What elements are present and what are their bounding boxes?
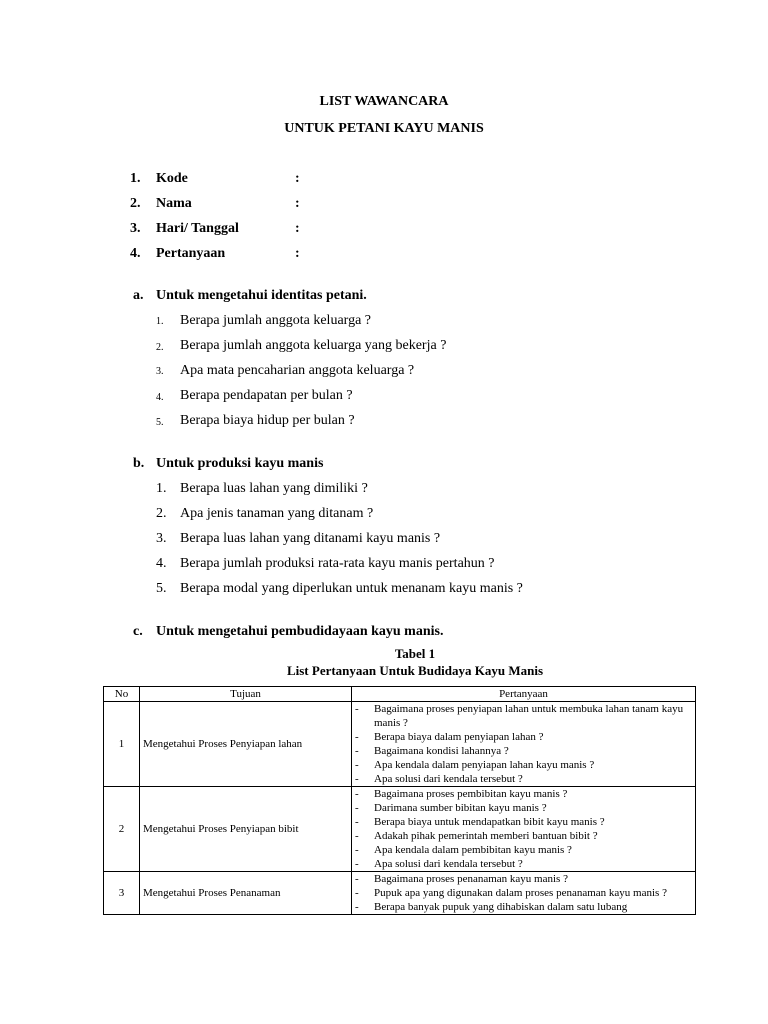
section-letter: b.: [133, 456, 145, 471]
field-label-pertanyaan: Pertanyaan: [156, 246, 226, 261]
question-text: Bagaimana proses penanaman kayu manis ?: [374, 873, 568, 885]
bullet-dash: -: [355, 844, 359, 856]
bullet-dash: -: [355, 816, 359, 828]
item-number: 5.: [156, 417, 164, 428]
bullet-dash: -: [355, 731, 359, 743]
item-number: 1.: [156, 481, 167, 496]
field-number: 4.: [130, 246, 141, 261]
field-colon: :: [295, 221, 300, 236]
item-number: 2.: [156, 342, 164, 353]
question-text: Pupuk apa yang digunakan dalam proses penanaman kayu manis ?: [374, 887, 667, 899]
question-text: Apa kendala dalam pembibitan kayu manis ?: [374, 844, 572, 856]
list-item: Berapa modal yang diperlukan untuk menanam kayu manis ?: [180, 581, 523, 596]
question-text: Apa solusi dari kendala tersebut ?: [374, 858, 523, 870]
bullet-dash: -: [355, 703, 359, 715]
row-number: 3: [104, 872, 140, 915]
bullet-dash: -: [355, 788, 359, 800]
bullet-dash: -: [355, 887, 359, 899]
section-heading: Untuk produksi kayu manis: [156, 456, 324, 471]
list-item: Apa mata pencaharian anggota keluarga ?: [180, 363, 415, 378]
list-item: Berapa luas lahan yang ditanami kayu manis ?: [180, 531, 441, 546]
header-tujuan: Tujuan: [140, 687, 352, 702]
field-colon: :: [295, 171, 300, 186]
field-number: 3.: [130, 221, 141, 236]
item-number: 4.: [156, 392, 164, 403]
bullet-dash: -: [355, 830, 359, 842]
bullet-dash: -: [355, 873, 359, 885]
question-text: Darimana sumber bibitan kayu manis ?: [374, 802, 547, 814]
row-number: 1: [104, 702, 140, 787]
field-number: 2.: [130, 196, 141, 211]
section-heading: Untuk mengetahui pembudidayaan kayu manis.: [156, 624, 444, 639]
row-tujuan: Mengetahui Proses Penanaman: [140, 872, 352, 915]
section-heading: Untuk mengetahui identitas petani.: [156, 288, 367, 303]
section-letter: a.: [133, 288, 144, 303]
list-item: Berapa jumlah anggota keluarga ?: [180, 313, 371, 328]
question-text: Bagaimana proses penyiapan lahan untuk membuka lahan tanam kayu manis ?: [374, 703, 684, 729]
table-row: [104, 872, 696, 915]
question-text: Adakah pihak pemerintah memberi bantuan bibit ?: [374, 830, 598, 842]
bullet-dash: -: [355, 773, 359, 785]
section-letter: c.: [133, 624, 143, 639]
list-item: Berapa jumlah produksi rata-rata kayu manis pertahun ?: [180, 556, 495, 571]
bullet-dash: -: [355, 901, 359, 913]
bullet-dash: -: [355, 759, 359, 771]
table-row: [104, 787, 696, 872]
field-colon: :: [295, 196, 300, 211]
row-questions: [352, 787, 696, 872]
header-no: No: [104, 687, 140, 702]
table-header-row: [104, 687, 696, 702]
item-number: 3.: [156, 531, 167, 546]
item-number: 2.: [156, 506, 167, 521]
row-number: 2: [104, 787, 140, 872]
item-number: 4.: [156, 556, 167, 571]
question-text: Bagaimana proses pembibitan kayu manis ?: [374, 788, 568, 800]
item-number: 5.: [156, 581, 167, 596]
field-label-kode: Kode: [156, 171, 188, 186]
question-text: Bagaimana kondisi lahannya ?: [374, 745, 509, 757]
bullet-dash: -: [355, 745, 359, 757]
bullet-dash: -: [355, 858, 359, 870]
question-text: Apa solusi dari kendala tersebut ?: [374, 773, 523, 785]
row-questions: [352, 872, 696, 915]
table-row: [104, 702, 696, 787]
item-number: 1.: [156, 316, 164, 327]
question-text: Berapa banyak pupuk yang dihabiskan dalam satu lubang: [374, 901, 628, 913]
document-title: LIST WAWANCARA: [319, 94, 449, 109]
question-text: Apa kendala dalam penyiapan lahan kayu manis ?: [374, 759, 595, 771]
item-number: 3.: [156, 366, 164, 377]
table-caption-number: Tabel 1: [394, 646, 436, 661]
question-text: Berapa biaya untuk mendapatkan bibit kayu manis ?: [374, 816, 605, 828]
question-text: Berapa biaya dalam penyiapan lahan ?: [374, 731, 544, 743]
document-subtitle: UNTUK PETANI KAYU MANIS: [284, 121, 484, 136]
bullet-dash: -: [355, 802, 359, 814]
field-label-hari-tanggal: Hari/ Tanggal: [156, 221, 239, 236]
questions-table: [103, 686, 696, 915]
field-colon: :: [295, 246, 300, 261]
list-item: Berapa jumlah anggota keluarga yang bekerja ?: [180, 338, 447, 353]
list-item: Berapa biaya hidup per bulan ?: [180, 413, 355, 428]
list-item: Berapa luas lahan yang dimiliki ?: [180, 481, 368, 496]
row-questions: [352, 702, 696, 787]
row-tujuan: Mengetahui Proses Penyiapan bibit: [140, 787, 352, 872]
field-number: 1.: [130, 171, 141, 186]
row-tujuan: Mengetahui Proses Penyiapan lahan: [140, 702, 352, 787]
table-caption-title: List Pertanyaan Untuk Budidaya Kayu Manis: [286, 663, 544, 678]
header-pertanyaan: Pertanyaan: [352, 687, 696, 702]
list-item: Apa jenis tanaman yang ditanam ?: [180, 506, 374, 521]
list-item: Berapa pendapatan per bulan ?: [180, 388, 353, 403]
field-label-nama: Nama: [156, 196, 192, 211]
